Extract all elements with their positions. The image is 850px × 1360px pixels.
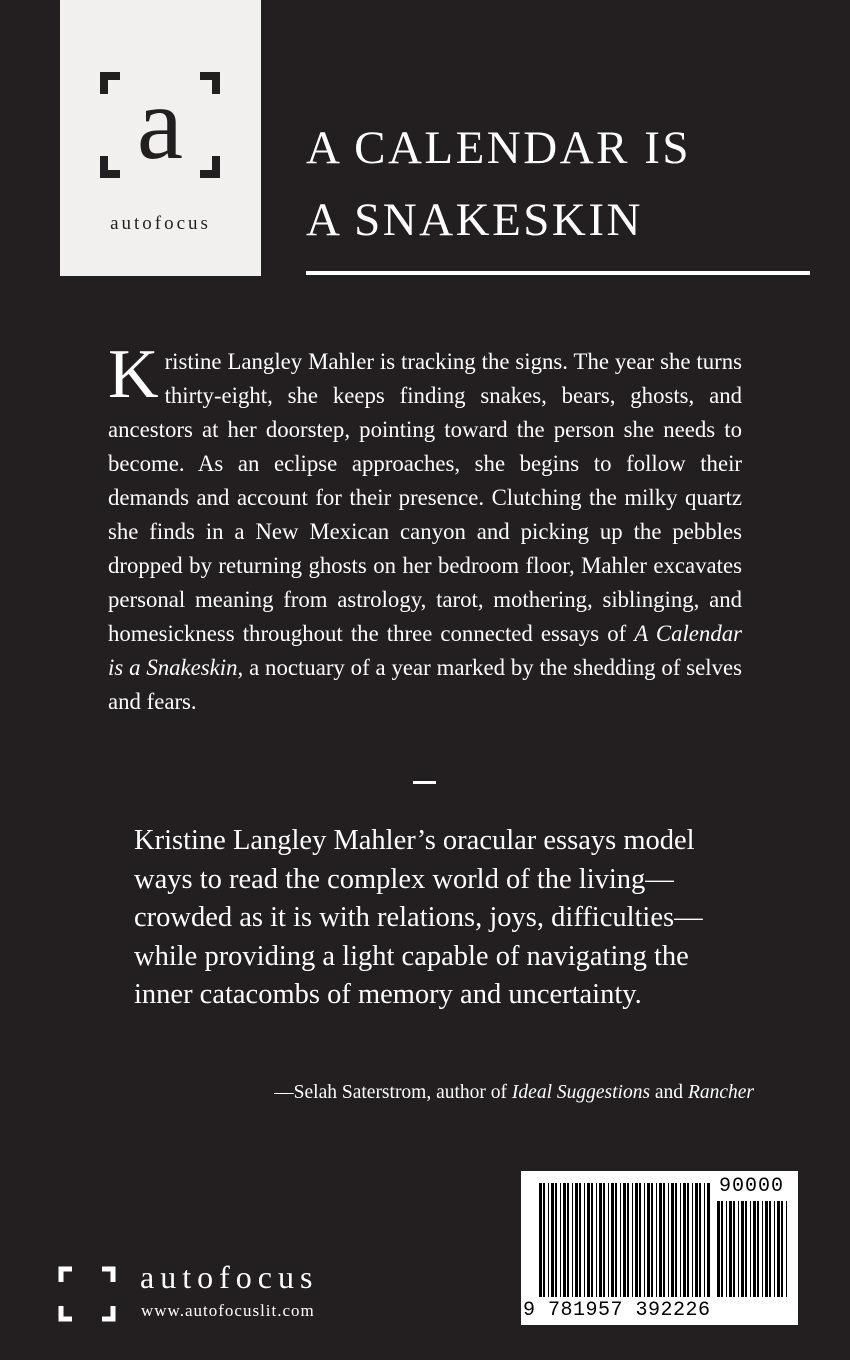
isbn-bar — [668, 1183, 669, 1297]
price-bar — [757, 1201, 759, 1297]
publisher-url: www.autofocuslit.com — [141, 1301, 315, 1320]
attribution-prefix: —Selah Saterstrom, author of — [274, 1082, 512, 1103]
isbn-bar — [647, 1183, 650, 1297]
title-underline — [306, 271, 810, 275]
isbn-bar — [575, 1183, 578, 1297]
price-bar — [729, 1201, 732, 1297]
price-bar — [721, 1201, 723, 1297]
isbn-bar — [572, 1183, 573, 1297]
isbn-bar — [560, 1183, 561, 1297]
price-bar — [753, 1201, 756, 1297]
isbn-bar — [687, 1183, 689, 1297]
isbn-bar — [555, 1183, 557, 1297]
isbn-bar — [699, 1183, 701, 1297]
book-title — [306, 112, 691, 256]
title-line-2: A SNAKESKIN — [306, 194, 643, 246]
price-bar — [733, 1201, 735, 1297]
endorsement-attribution — [134, 1080, 754, 1106]
isbn-bar — [620, 1183, 621, 1297]
price-bar — [765, 1201, 768, 1297]
price-bar — [786, 1201, 787, 1297]
isbn-bar — [639, 1183, 641, 1297]
attribution-work-2: Rancher — [687, 1082, 754, 1103]
isbn-bar — [632, 1183, 633, 1297]
isbn-bar — [644, 1183, 645, 1297]
isbn-bar — [596, 1183, 597, 1297]
price-bar — [726, 1201, 727, 1297]
isbn-barcode — [521, 1171, 798, 1325]
book-description — [108, 336, 742, 719]
attribution-work-1: Ideal Suggestions — [511, 1082, 651, 1103]
isbn-bar — [635, 1183, 638, 1297]
price-code: 90000 — [719, 1175, 785, 1198]
isbn-bar — [695, 1183, 698, 1297]
logo-wordmark: autofocus — [110, 213, 211, 234]
attribution-connector: and — [650, 1082, 688, 1103]
isbn-number: 9 781957 392226 — [523, 1299, 711, 1322]
isbn-bar — [563, 1183, 566, 1297]
price-bar — [774, 1201, 775, 1297]
section-divider — [413, 781, 436, 784]
isbn-bar — [663, 1183, 665, 1297]
autofocus-bracket-icon — [100, 70, 220, 180]
title-line-1: A CALENDAR IS — [306, 122, 692, 174]
description-text-end: , a noctuary of a year marked by the shedding of selves and fears. — [108, 655, 742, 714]
isbn-bar — [680, 1183, 681, 1297]
price-bar — [781, 1201, 783, 1297]
price-bar — [738, 1201, 739, 1297]
logo-letter: a — [136, 70, 184, 180]
drop-cap: K — [108, 336, 159, 413]
isbn-bar — [627, 1183, 629, 1297]
publisher-logo-panel — [60, 0, 261, 276]
isbn-bar — [599, 1183, 602, 1297]
footer-wordmark: autofocus — [140, 1259, 319, 1295]
isbn-bar — [675, 1183, 677, 1297]
isbn-bar — [683, 1183, 686, 1297]
price-bar — [745, 1201, 747, 1297]
description-text: ristine Langley Mahler is tracking the signs. The year she turns thirty-eight, she keeps finding snakes, bears, ghosts, and ancestors at her doorstep, pointing toward the person she needs to become. As an eclipse approaches, she begins to follow their demands and account for their presence. Clutching the milky quartz she finds in a New Mexican canyon and picking up the pebbles dropped by returning ghosts on her bedroom floor, Mahler excavates personal meaning from astrology, tarot, mothering, siblinging, and homesickness throughout the three connected essays of — [108, 349, 742, 646]
isbn-bar — [591, 1183, 593, 1297]
endorsement-quote: Kristine Langley Mahler’s oracular essays model ways to read the complex world of the living—crowded as it is with relations, joys, difficulties—while providing a light capable of navigating the inner catacombs of memory and uncertainty. — [134, 825, 703, 1010]
isbn-bar — [539, 1183, 542, 1297]
isbn-bar — [623, 1183, 626, 1297]
isbn-bar — [656, 1183, 657, 1297]
isbn-bar — [671, 1183, 674, 1297]
isbn-bar — [567, 1183, 569, 1297]
isbn-bar — [651, 1183, 653, 1297]
isbn-bar — [584, 1183, 585, 1297]
isbn-bar — [611, 1183, 614, 1297]
isbn-bar — [707, 1183, 710, 1297]
isbn-bar — [548, 1183, 549, 1297]
price-bar — [762, 1201, 763, 1297]
isbn-bar — [615, 1183, 617, 1297]
isbn-bar — [608, 1183, 609, 1297]
footer-bracket-icon — [58, 1266, 116, 1322]
isbn-bar — [659, 1183, 662, 1297]
isbn-bar — [692, 1183, 693, 1297]
isbn-bar — [579, 1183, 581, 1297]
price-bar — [750, 1201, 751, 1297]
description-book-title: A Calendar is a Snakeskin — [108, 621, 742, 680]
isbn-bar — [603, 1183, 605, 1297]
isbn-bar — [704, 1183, 705, 1297]
price-bar — [777, 1201, 780, 1297]
isbn-bar — [551, 1183, 554, 1297]
isbn-bar — [587, 1183, 590, 1297]
isbn-bar — [543, 1183, 545, 1297]
price-bar — [741, 1201, 744, 1297]
price-bar — [769, 1201, 771, 1297]
price-bar — [717, 1201, 720, 1297]
